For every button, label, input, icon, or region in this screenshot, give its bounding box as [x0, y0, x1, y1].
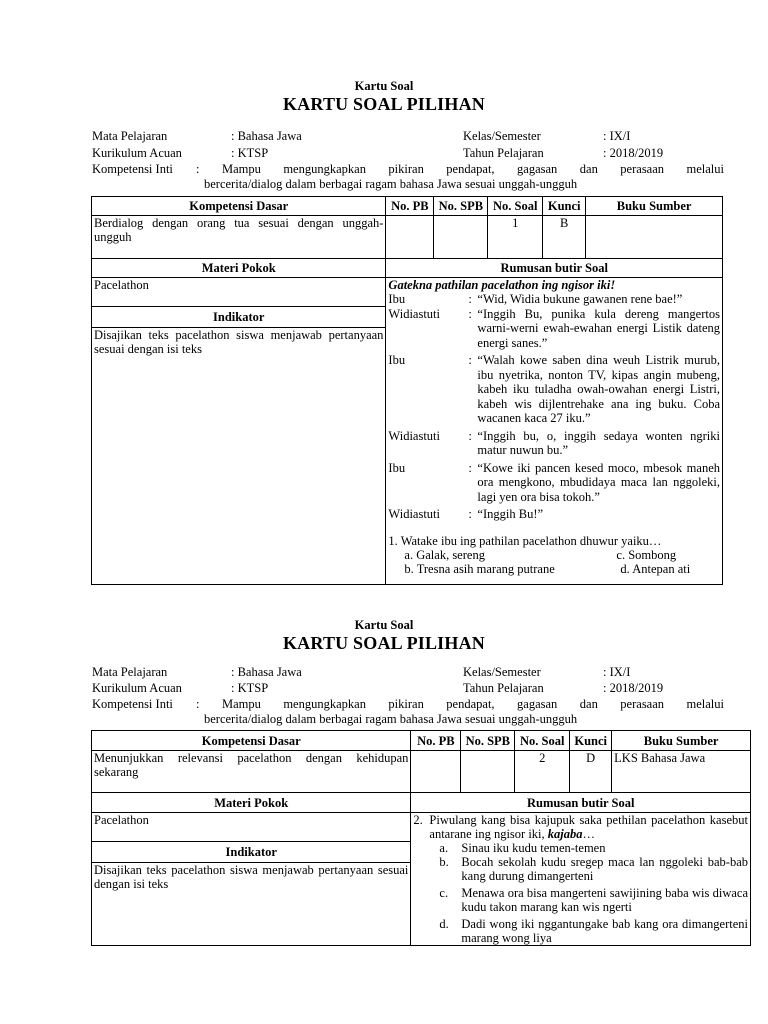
- question: [413, 813, 748, 841]
- rumusan-header: Rumusan butir Soal: [411, 793, 751, 813]
- instruction-text: Gatekna pathilan pacelathon ing ngisor iki!: [388, 278, 616, 292]
- dialog-colon: :: [468, 353, 472, 367]
- question-text: 1. Watake ibu ing pathilan pacelathon dhuwur yaiku…: [388, 533, 662, 548]
- mata-pelajaran-value: : Bahasa Jawa: [231, 665, 302, 679]
- dialog-line: [388, 507, 720, 522]
- option-d: [439, 917, 748, 945]
- indikator-value: Disajikan teks pacelathon siswa menjawab pertanyaan sesuai dengan isi teks: [94, 328, 384, 356]
- kompetensi-inti-label: Kompetensi Inti: [92, 697, 173, 711]
- soal-table: [91, 730, 751, 946]
- no-spb-header: No. SPB: [461, 731, 515, 751]
- no-pb-value: [411, 751, 461, 793]
- kompetensi-inti-line-1: : Mampu mengungkapkan pikiran pendapat, gagasan dan perasaan melalui: [196, 697, 724, 711]
- kelas-label: Kelas/Semester: [463, 129, 541, 143]
- dialog-line: [388, 353, 720, 426]
- option-c: c. Sombong: [616, 547, 677, 562]
- dialog-speaker: Widiastuti: [388, 507, 440, 521]
- dialog-line: [388, 429, 720, 458]
- tahun-value: : 2018/2019: [603, 146, 664, 160]
- kompetensi-inti-line-2: bercerita/dialog dalam berbagai ragam bahasa Jawa sesuai unggah-ungguh: [204, 177, 578, 191]
- kunci-value: B: [543, 216, 586, 259]
- buku-sumber-header: Buku Sumber: [586, 197, 723, 216]
- no-soal-value: 2: [515, 751, 570, 793]
- dialog-colon: :: [468, 460, 472, 475]
- rumusan-butir-soal: [411, 813, 751, 946]
- kompetensi-inti-line-1: : Mampu mengungkapkan pikiran pendapat, gagasan dan perasaan melalui: [196, 162, 724, 176]
- question-options: [388, 548, 720, 578]
- no-soal-value: 1: [488, 216, 543, 259]
- option-b: b. Tresna asih marang putrane: [404, 561, 555, 576]
- option-text: Sinau iku kudu temen-temen: [461, 841, 606, 855]
- question-body: [429, 813, 748, 841]
- soal-table: [91, 196, 723, 585]
- kompetensi-dasar-header: Kompetensi Dasar: [92, 197, 386, 216]
- materi-pokok-header: Materi Pokok: [92, 259, 386, 278]
- indikator-header: Indikator: [92, 841, 410, 863]
- dialog-speaker: Ibu: [388, 292, 406, 306]
- no-spb-header: No. SPB: [434, 197, 488, 216]
- tahun-label: Tahun Pelajaran: [463, 146, 544, 160]
- dialog-speaker: Widiastuti: [388, 428, 440, 443]
- rumusan-header: Rumusan butir Soal: [386, 259, 723, 278]
- option-letter: a.: [439, 841, 449, 855]
- card-label: Kartu Soal: [354, 618, 414, 632]
- option-letter: c.: [439, 886, 449, 900]
- dialog-line: [388, 307, 720, 351]
- dialog-colon: :: [468, 292, 472, 306]
- kunci-header: Kunci: [543, 197, 586, 216]
- question-number: 2.: [413, 813, 423, 827]
- kompetensi-dasar-value: Menunjukkan relevansi pacelathon dengan kehidupan sekarang: [92, 751, 411, 793]
- kelas-value: : IX/I: [603, 129, 631, 143]
- dialog-text: “Inggih Bu!”: [477, 507, 544, 521]
- option-c: [439, 886, 748, 914]
- no-pb-header: No. PB: [386, 197, 434, 216]
- question-end: …: [582, 827, 596, 841]
- kurikulum-label: Kurikulum Acuan: [92, 681, 182, 695]
- option-d: d. Antepan ati: [620, 561, 691, 576]
- option-b: [439, 855, 748, 883]
- indikator-header: Indikator: [92, 306, 385, 328]
- kunci-header: Kunci: [570, 731, 612, 751]
- kurikulum-value: : KTSP: [231, 681, 269, 695]
- no-soal-header: No. Soal: [488, 197, 543, 216]
- mata-pelajaran-label: Mata Pelajaran: [92, 665, 168, 679]
- dialog-text: “Wid, Widia bukune gawanen rene bae!”: [477, 292, 683, 306]
- dialog-colon: :: [468, 428, 472, 443]
- dialog-text: “Inggih bu, o, inggih sedaya wonten ngriki matur nuwun bu.”: [477, 428, 720, 457]
- left-column: [92, 813, 411, 946]
- no-soal-header: No. Soal: [515, 731, 570, 751]
- no-pb-value: [386, 216, 434, 259]
- no-spb-value: [434, 216, 488, 259]
- tahun-value: : 2018/2019: [603, 681, 664, 695]
- dialog-text: “Walah kowe saben dina weuh Listrik murub, ibu nyetrika, nonton TV, kipas angin mubeng, kabeh iku tuladha owah-owahan energi Listri, kabeh wis dijlentrehake ana ing buku. Coba wacanen kaca 27 iku.”: [477, 353, 720, 425]
- dialog-speaker: Ibu: [388, 353, 406, 367]
- kurikulum-label: Kurikulum Acuan: [92, 146, 182, 160]
- kompetensi-dasar-value: Berdialog dengan orang tua sesuai dengan unggah-ungguh: [92, 216, 386, 259]
- indikator-value: Disajikan teks pacelathon siswa menjawab pertanyaan sesuai dengan isi teks: [94, 863, 409, 891]
- materi-pokok-header: Materi Pokok: [92, 793, 411, 813]
- buku-sumber-value: LKS Bahasa Jawa: [612, 751, 751, 793]
- card-title: KARTU SOAL PILIHAN: [282, 94, 485, 114]
- dialog-colon: :: [468, 507, 472, 521]
- dialog-colon: :: [468, 306, 472, 321]
- dialog-text: “Kowe iki pancen kesed moco, mbesok maneh ora mengkono, mbudidaya maca lan nggoleki, lagi yen ora bisa tokoh.”: [477, 460, 720, 504]
- rumusan-butir-soal: [386, 278, 723, 585]
- option-letter: d.: [439, 917, 449, 931]
- tahun-label: Tahun Pelajaran: [463, 681, 544, 695]
- question-bold: kajaba: [547, 827, 583, 841]
- kompetensi-inti: [92, 697, 724, 729]
- dialog-speaker: Ibu: [388, 460, 406, 475]
- option-text: Bocah sekolah kudu sregep maca lan nggoleki bab-bab kang durung dimangerteni: [461, 855, 748, 883]
- dialog-line: [388, 461, 720, 505]
- kelas-label: Kelas/Semester: [463, 665, 541, 679]
- mata-pelajaran-label: Mata Pelajaran: [92, 129, 168, 143]
- kompetensi-inti-label: Kompetensi Inti: [92, 162, 173, 176]
- buku-sumber-header: Buku Sumber: [612, 731, 751, 751]
- kompetensi-inti-line-2: bercerita/dialog dalam berbagai ragam bahasa Jawa sesuai unggah-ungguh: [204, 712, 578, 726]
- card-label: Kartu Soal: [354, 79, 414, 93]
- left-column: [92, 278, 386, 585]
- option-text: Menawa ora bisa mangerteni sawijining baba wis diwaca kudu takon marang kan wis ngerti: [461, 886, 748, 914]
- kurikulum-value: : KTSP: [231, 146, 269, 160]
- materi-pokok-value: Pacelathon: [94, 278, 149, 292]
- kelas-value: : IX/I: [603, 665, 631, 679]
- option-a: [439, 841, 748, 855]
- kompetensi-dasar-header: Kompetensi Dasar: [92, 731, 411, 751]
- materi-pokok-value: Pacelathon: [94, 813, 149, 827]
- no-pb-header: No. PB: [411, 731, 461, 751]
- option-letter: b.: [439, 855, 449, 869]
- card-title: KARTU SOAL PILIHAN: [282, 633, 485, 653]
- option-a: a. Galak, sereng: [404, 547, 485, 562]
- option-text: Dadi wong iki nggantungake bab kang ora dimangerteni marang wong liya: [461, 917, 748, 945]
- mata-pelajaran-value: : Bahasa Jawa: [231, 129, 302, 143]
- buku-sumber-value: [586, 216, 723, 259]
- question-text: Piwulang kang bisa kajupuk saka pethilan pacelathon kasebut antarane ing ngisor iki,: [429, 813, 748, 841]
- dialog-line: [388, 292, 720, 307]
- kompetensi-inti: [92, 162, 724, 194]
- dialog-speaker: Widiastuti: [388, 306, 440, 321]
- kunci-value: D: [570, 751, 612, 793]
- no-spb-value: [461, 751, 515, 793]
- dialog-text: “Inggih Bu, punika kula dereng mangertos warni-werni ewah-ewahan energi Listik dateng energi sanes.”: [477, 306, 720, 350]
